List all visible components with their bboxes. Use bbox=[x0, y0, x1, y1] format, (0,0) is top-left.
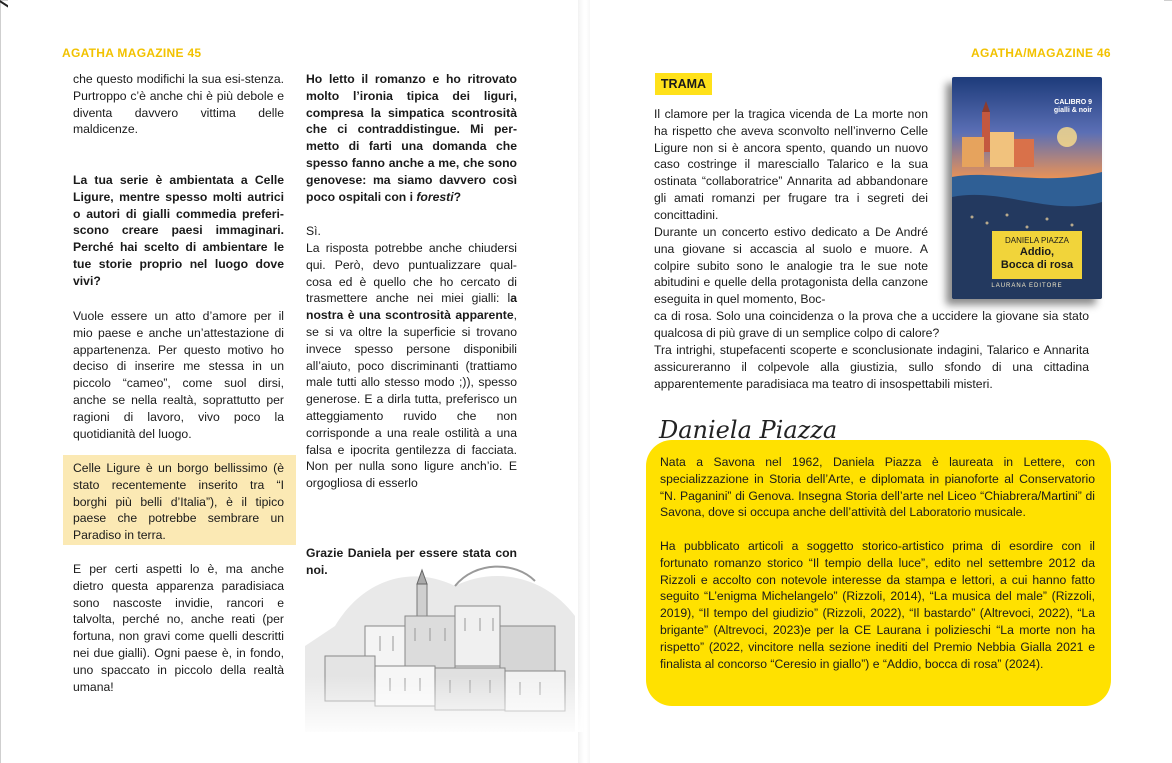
col2-paragraph: La risposta potrebbe anche chiudersi qui. Però, devo puntualizzare qual-cosa ed è quello che ho cercato di trasmettere anche nei miei gialli: la nostra è una scontrosità apparente, se si va oltre la superficie si trovano invece spesso persone disponibili all’aiuto, poco discriminanti (trattiamo male tutti allo stesso modo ;)), spesso generose. E a dirla tutta, preferisco un atteggiamento ruvido che non corrisponde a una reale ostilità a una falsa e ipocrita gentilezza di facciata. Non per nulla sono ligure anch’io. E orgogliosa di esserlo bbox=[306, 241, 517, 491]
emphasis-text: a nostra è una scontrosità apparente bbox=[306, 291, 517, 323]
col1-question: La tua serie è ambientata a Celle Ligure, mentre spesso molti autrici o autori di gialli commedia preferi-scono creare paesi immaginari. Perché hai scelto di ambientare le tue storie proprio nel luogo dove vivi? bbox=[73, 173, 284, 288]
bio-paragraph-2: Ha pubblicato articoli a soggetto storico-artistico prima di esordire con il fortunato romanzo storico “Il tempio della luce”, edito nel settembre 2012 da Rizzoli e accolto con notevole interesse da stampa e lettori, a cui hanno fatto seguito “L’enigma Michelangelo” (Rizzoli, 2014), “La musica del male” (Rizzoli, 2019), “Il tempo del giudizio” (Rizzoli, 2022), “Il bastardo” (Altrevoci, 2022), “La brigante” (Altrevoci, 2023)e per la CE Laurana i polizieschi “La morte non ha rispetto” (2022, vincitore nella sezione inediti del Premio Nebbia Gialla 2021 e finalista al concorso “Ceresio in giallo”) e “Addio, bocca di rosa” (2024). bbox=[660, 539, 1095, 671]
book-cover bbox=[952, 77, 1102, 299]
author-signature: Daniela Piazza bbox=[659, 416, 838, 444]
col1-paragraph-2: Vuole essere un atto d’amore per il mio paese e anche un’attestazione di appartenenza. Per questo motivo ho deciso di inserire me stessa in un piccolo “cameo”, come suol dirsi, anche se nella realtà, soprattutto per ragioni di lavoro, vivo poco la quotidianità del luogo. bbox=[73, 309, 284, 441]
town-sketch-illustration bbox=[305, 556, 583, 732]
left-page-header: AGATHA MAGAZINE 45 bbox=[62, 46, 202, 60]
bio-paragraph-1: Nata a Savona nel 1962, Daniela Piazza è laureata in Lettere, con specializzazione in Storia dell’Arte, e diplomata in pianoforte al Conservatorio “N. Paganini” di Genova. Insegna Storia dell’arte nel Liceo “Chiabrera/Martini” di Savona, dove si occupa anche dell’attività del Laboratorio musicale. bbox=[660, 455, 1095, 520]
right-page-header: AGATHA/MAGAZINE 46 bbox=[971, 46, 1111, 60]
col1-paragraph-3: E per certi aspetti lo è, ma anche dietro questa apparenza paradisiaca sono nascoste invidie, rancori e talvolta, perché no, anche reati (per fortuna, non gravi come quelli descritti nei due gialli). Ogni paese è, in fondo, uno spaccato in piccolo della realtà umana! bbox=[73, 562, 284, 694]
trama-paragraph-2b: ca di rosa. Solo una coincidenza o la prova che a uccidere la giovane sia stato qualcosa di più grave di un semplice colpo di calore? bbox=[654, 309, 1089, 340]
trama-paragraph-3: Tra intrighi, stupefacenti scoperte e sconclusionate indagini, Talarico e Annarita assicureranno il colpevole alla giustizia, sullo sfondo di una cittadina apparentemente paradisiaca ma teatro di insospettabili misteri. bbox=[654, 343, 1089, 391]
col2-thanks: Grazie Daniela per essere stata con noi. bbox=[306, 546, 517, 577]
col2-si: Sì. bbox=[306, 224, 321, 238]
cover-author: DANIELA PIAZZA bbox=[1004, 236, 1070, 245]
trama-tag: TRAMA bbox=[655, 73, 712, 95]
cover-title-label bbox=[992, 231, 1082, 279]
foresti-word: foresti bbox=[416, 189, 454, 204]
col2-question: Ho letto il romanzo e ho ritrovato molto l’ironia tipica dei liguri, compresa la simpatica scontrosità che ci contraddistingue. Mi per-metto di farti una domanda che spesso fanno anche a me, che sono genovese: ma siamo davvero così poco ospitali con i foresti? bbox=[306, 72, 517, 204]
cover-collection: CALIBRO 9 gialli & noir bbox=[1053, 99, 1092, 114]
highlight-text: Celle Ligure è un borgo bellissimo (è stato recentemente inserito tra “I borghi più belli d’Italia”), è il tipico paese che potrebbe sembrare un Paradiso in terra. bbox=[73, 461, 284, 543]
cover-title-line-2: Bocca di rosa bbox=[1000, 259, 1074, 271]
cover-publisher: LAURANA EDITORE bbox=[991, 283, 1063, 289]
trama-paragraph-1: Il clamore per la tragica vicenda de La morte non ha rispetto che aveva sconvolto nell’inverno Celle Ligure non si è ancora spento, quando un nuovo caso costringe il maresciallo Talarico e la sua ostinata “collaboratrice” Annarita ad abbandonare gli amati romanzi per frugare tra i segreti dei concittadini. bbox=[654, 107, 928, 222]
col1-paragraph-1: che questo modifichi la sua esi-stenza. Purtroppo c’è anche chi è più debole e diventa davvero vittima delle maldicenze. bbox=[73, 72, 284, 137]
trama-paragraph-2a: Durante un concerto estivo dedicato a De André una giovane si accascia al suolo e muore. A colpire subito sono le analogie tra le sue note abitudini e quelle della protagonista della canzone eseguita in quel momento, Boc- bbox=[654, 225, 928, 307]
cover-title-line-1: Addio, bbox=[1019, 246, 1055, 258]
